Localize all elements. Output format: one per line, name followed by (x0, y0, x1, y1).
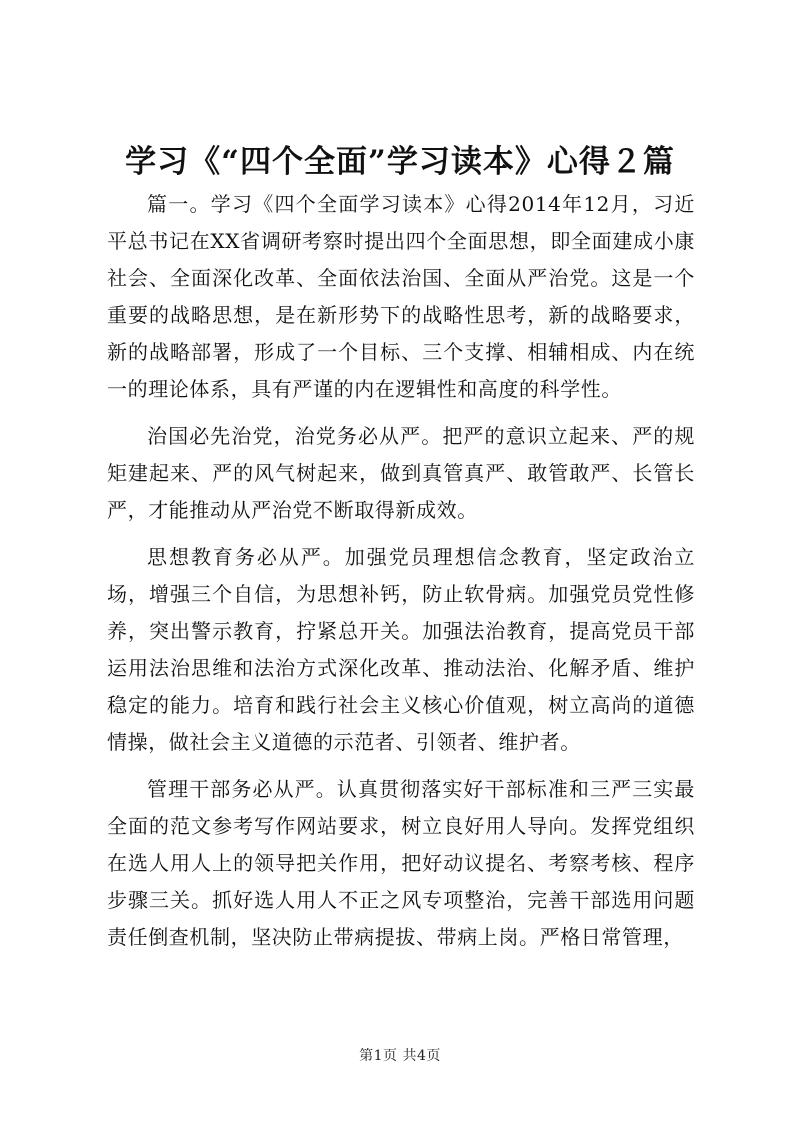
page-footer (0, 1046, 800, 1066)
document-body (107, 186, 695, 956)
paragraph-3: 思想教育务必从严。加强党员理想信念教育，坚定政治立场，增强三个自信，为思想补钙，防止软骨病。加强党员党性修养，突出警示教育，拧紧总开关。加强法治教育，提高党员干部运用法治思维和法治方式深化改革、推动法治、化解矛盾、维护稳定的能力。培育和践行社会主义核心价值观，树立高尚的道德情操，做社会主义道德的示范者、引领者、维护者。 (107, 545, 695, 754)
paragraph-2: 治国必先治党，治党务必从严。把严的意识立起来、严的规矩建起来、严的风气树起来，做到真管真严、敢管敢严、长管长严，才能推动从严治党不断取得新成效。 (107, 424, 695, 522)
paragraph-4: 管理干部务必从严。认真贯彻落实好干部标准和三严三实最全面的范文参考写作网站要求，树立良好用人导向。发挥党组织在选人用人上的领导把关作用，把好动议提名、考察考核、程序步骤三关。抓好选人用人不正之风专项整治，完善干部选用问题责任倒查机制，坚决防止带病提拔、带病上岗。严格日常管理， (107, 777, 695, 949)
paragraph-1: 篇一。学习《四个全面学习读本》心得2014年12月，习近平总书记在XX省调研考察时提出四个全面思想，即全面建成小康社会、全面深化改革、全面依法治国、全面从严治党。这是一个重要的战略思想，是在新形势下的战略性思考，新的战略要求，新的战略部署，形成了一个目标、三个支撑、相辅相成、内在统一的理论体系，具有严谨的内在逻辑性和高度的科学性。 (107, 192, 695, 401)
page-indicator: 第1页 共4页 (359, 1048, 441, 1064)
document-title: 学习《“四个全面”学习读本》心得２篇 (125, 144, 675, 180)
